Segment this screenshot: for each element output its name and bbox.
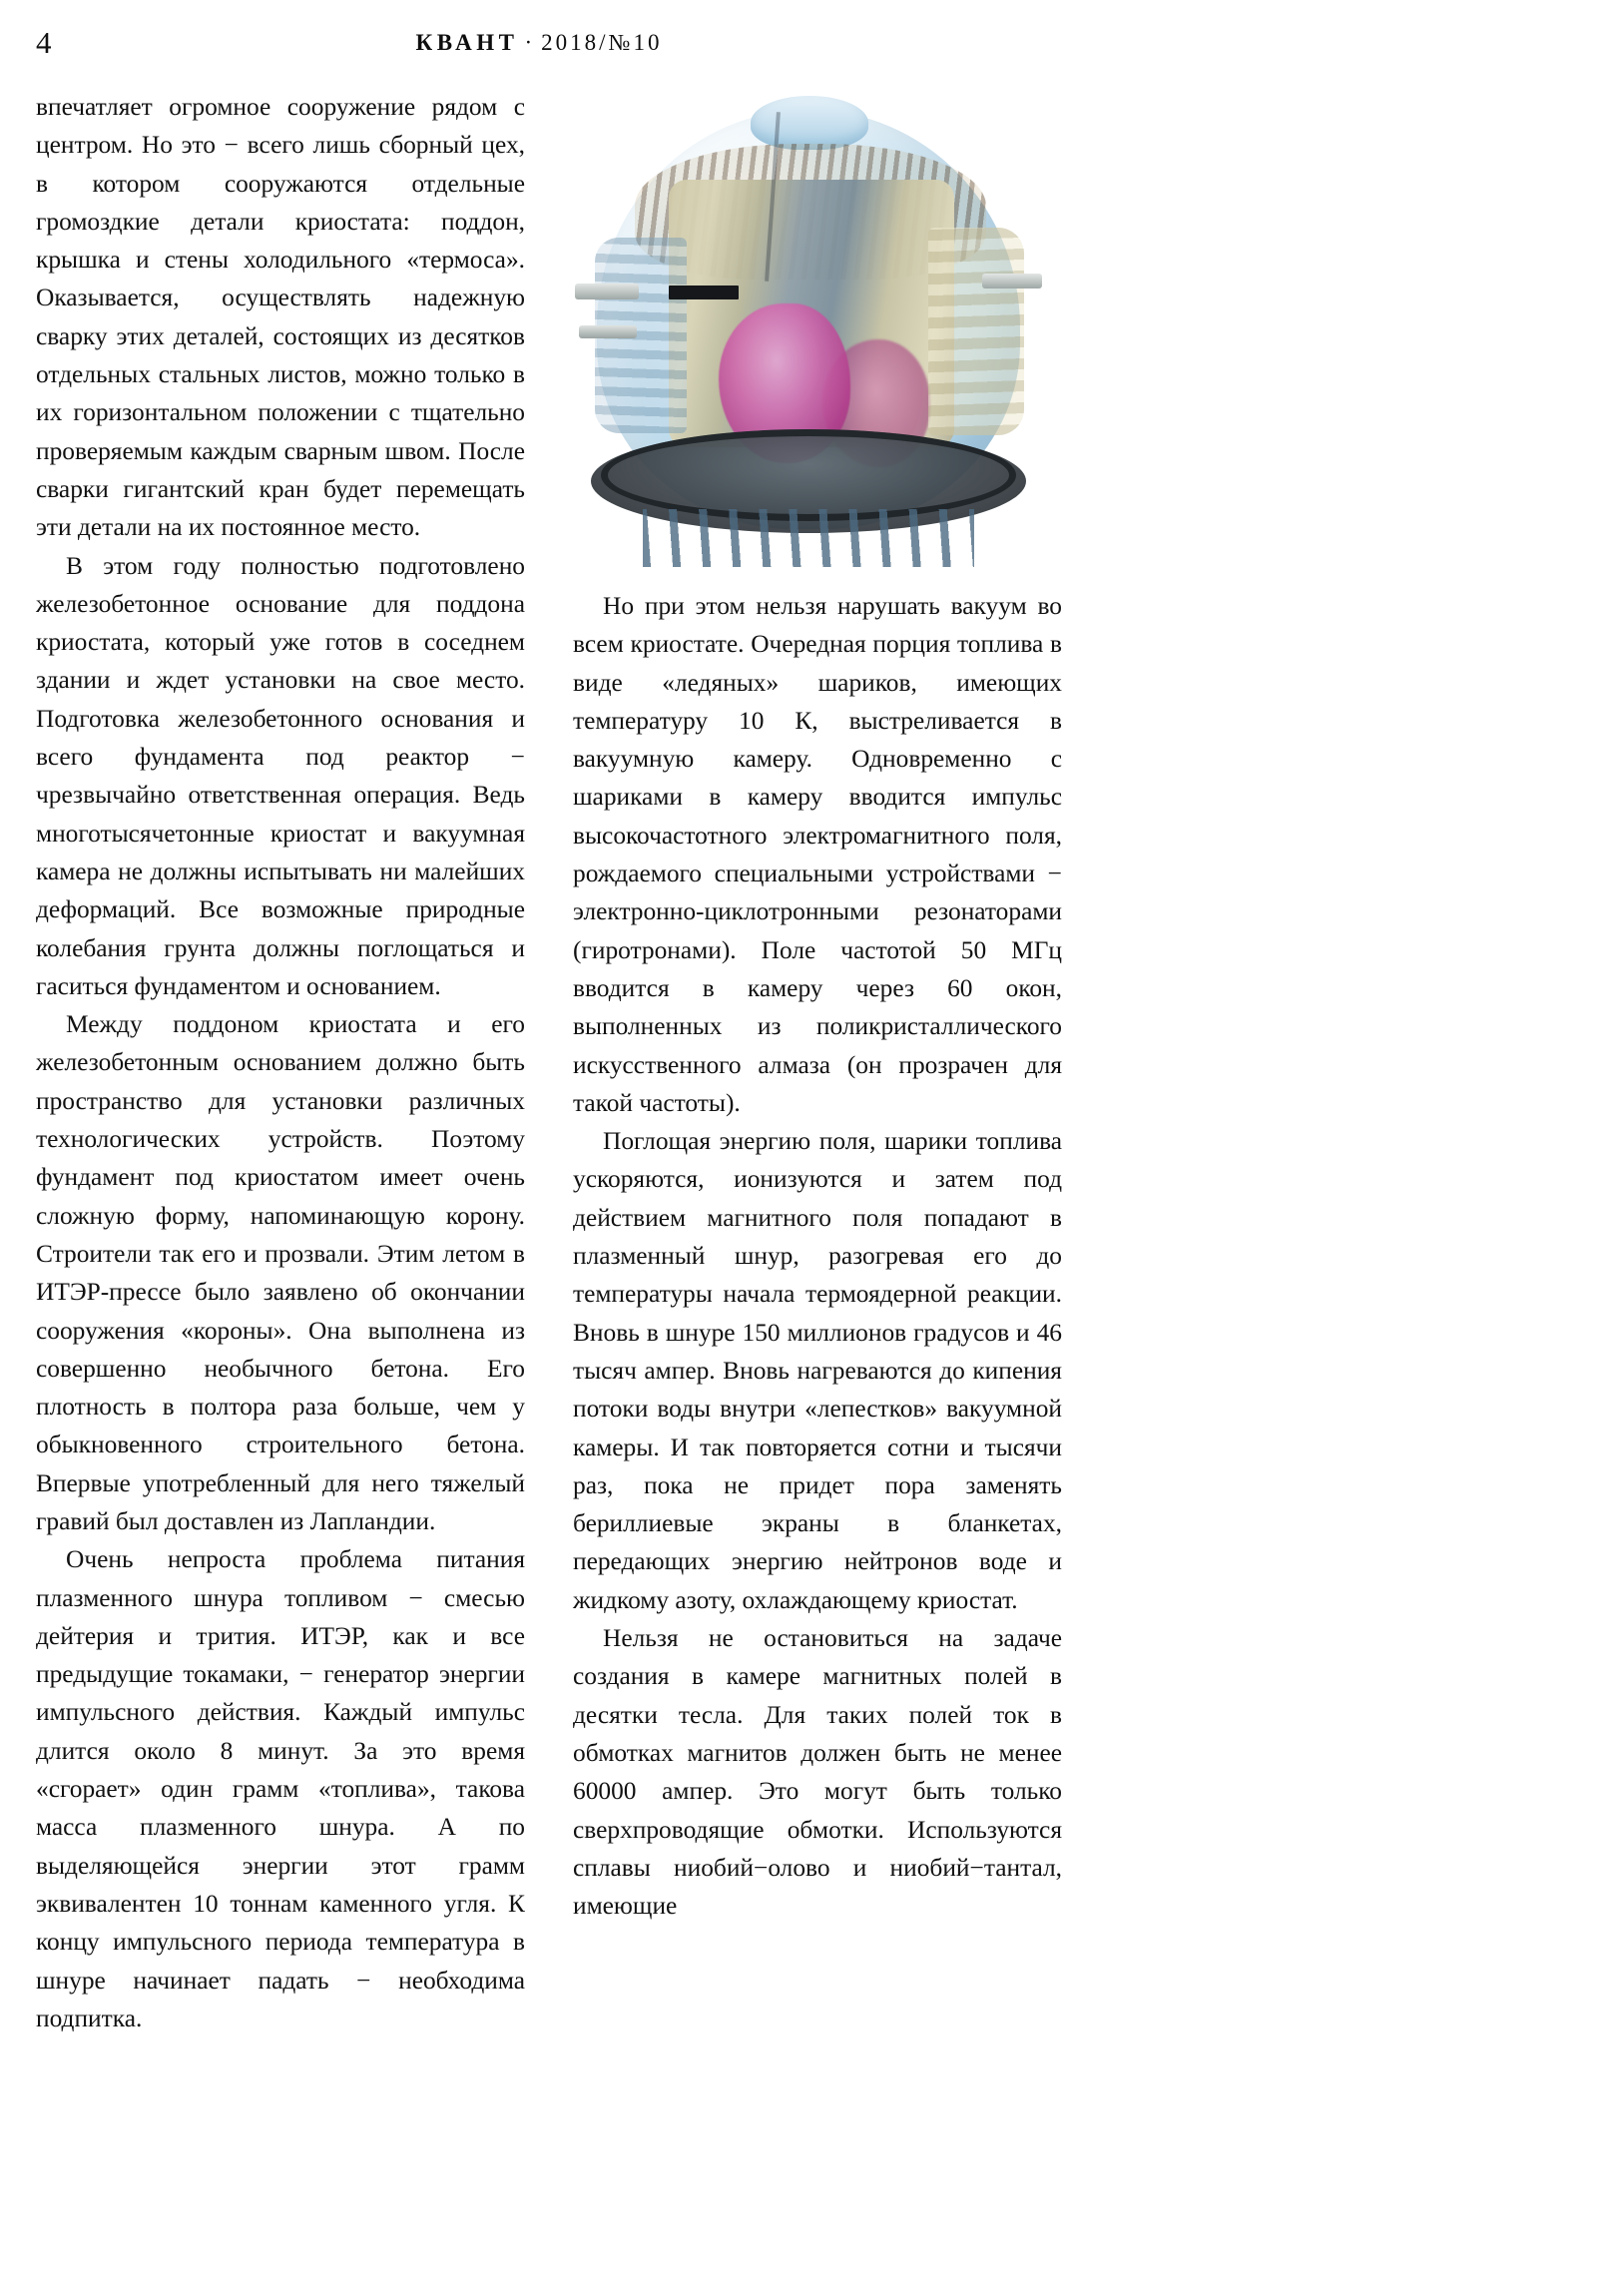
journal-title: КВАНТ bbox=[415, 30, 519, 55]
paragraph: Нельзя не остановиться на задаче создания в камере магнитных полей в десятки тесла. Для таких полей ток в обмотках магнитов должен быть не менее 60000 ампер. Это могут быть только сверхпроводящие обмотки. Используются сплавы ниобий−олово и ниобий−тантал, имеющие bbox=[573, 1624, 1062, 1921]
running-head bbox=[0, 22, 1078, 64]
paragraph: Но при этом нельзя нарушать вакуум во всем криостате. Очередная порция топлива в виде «ледяных» шариков, имеющих температуру 10 К, выстреливается в вакуумную камеру. Одновременно с шариками в камеру вводится импульс высокочастотного электромагнитного поля, рождаемого специальными устройствами − электронно-циклотронными резонаторами (гиротронами). Поле частотой 50 МГц вводится в камеру через 60 окон, выполненных из поликристаллического искусственного алмаза (он прозрачен для такой частоты). bbox=[573, 592, 1062, 1117]
paragraph: Очень непроста проблема питания плазменного шнура топливом − смесью дейтерия и трития. ИТЭР, как и все предыдущие токамаки, − генератор энергии импульсного действия. Каждый импульс длится около 8 минут. За это время «сгорает» один грамм «топлива», такова масса плазменного шнура. А по выделяющейся энергии этот грамм эквивалентен 10 тоннам каменного угля. К концу импульсного периода температура в шнуре начинает падать − необходима подпитка. bbox=[36, 1545, 525, 2032]
left-text-column bbox=[36, 88, 525, 2037]
journal-header bbox=[0, 22, 1078, 64]
paragraph: Между поддоном криостата и его железобетонным основанием должно быть пространство для установки различных технологических устройств. Поэтому фундамент под криостатом имеет очень сложную форму, напоминающую корону. Строители так его и прозвали. Этим летом в ИТЭР-прессе было заявлено об окончании сооружения «короны». Она выполнена из совершенно необычного бетона. Его плотность в полтора раза больше, чем у обыкновенного строительного бетона. Впервые употребленный для него тяжелый гравий был доставлен из Лапландии. bbox=[36, 1010, 525, 1535]
page-number: 4 bbox=[36, 25, 52, 60]
figure-spacer bbox=[573, 88, 1062, 587]
paragraph: впечатляет огромное сооружение рядом с центром. Но это − всего лишь сборный цех, в котором сооружаются отдельные громоздкие детали криостата: поддон, крышка и стены холодильного «термоса». Оказывается, осуществлять надежную сварку этих деталей, состоящих из десятков отдельных стальных листов, можно только в их горизонтальном положении с тщательно проверяемым каждым сварным швом. После сварки гигантский кран будет перемещать эти детали на их постоянное место. bbox=[36, 93, 525, 542]
journal-issue: 2018/№10 bbox=[541, 30, 663, 55]
paragraph: В этом году полностью подготовлено железобетонное основание для поддона криостата, который уже готов в соседнем здании и ждет установки на свое место. Подготовка железобетонного основания и всего фундамента под реактор − чрезвычайно ответственная операция. Ведь многотысячетонные криостат и вакуумная камера не должны испытывать ни малейших деформаций. Все возможные природные колебания грунта должны поглощаться и гаситься фундаментом и основанием. bbox=[36, 551, 525, 1000]
header-separator: · bbox=[524, 30, 536, 55]
paragraph: Поглощая энергию поля, шарики топлива ускоряются, ионизуются и затем под действием магнитного поля попадают в плазменный шнур, разогревая его до температуры начала термоядерной реакции. Вновь в шнуре 150 миллионов градусов и 46 тысяч ампер. Вновь нагреваются до кипения потоки воды внутри «лепестков» вакуумной камеры. И так повторяется сотни и тысячи раз, пока не придет пора заменять бериллиевые экраны в бланкетах, передающих энергию нейтронов воде и жидкому азоту, охлаждающему криостат. bbox=[573, 1127, 1062, 1614]
right-text-column bbox=[573, 88, 1062, 1925]
